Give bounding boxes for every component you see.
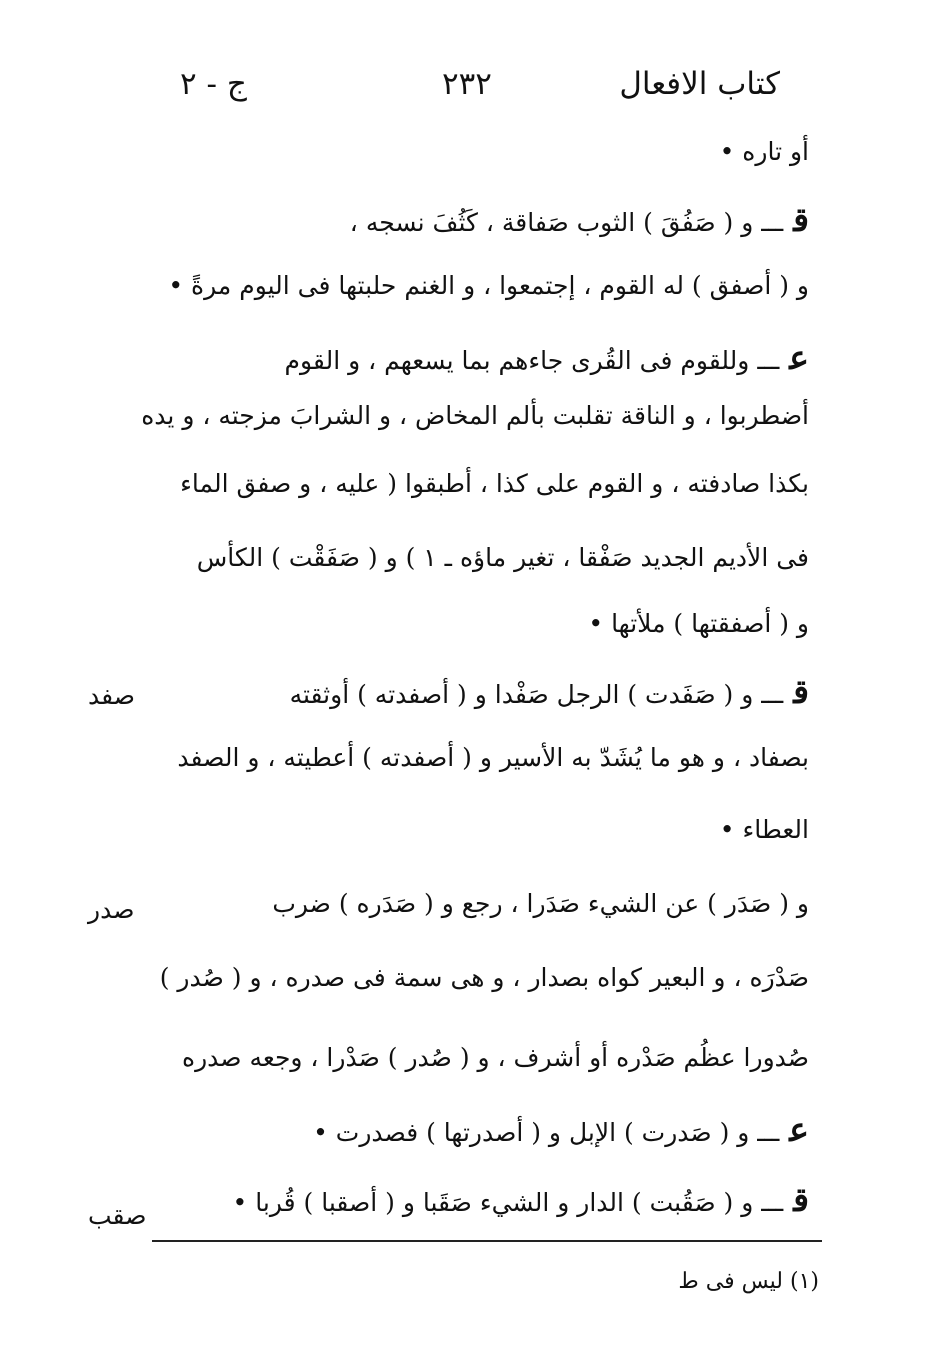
text-line: صَدْرَه ، و البعير كواه بصدار ، و هى سمة فى صدره ، و ( صُدر ) — [159, 963, 809, 992]
text-line: بصفاد ، و هو ما يُشَدّ به الأسير و ( أصفدته ) أعطيته ، و الصفد — [177, 743, 809, 772]
entry-text: ـــ وللقوم فى القُرى جاءهم بما يسعهم ، و القوم — [284, 346, 780, 375]
text-line — [233, 1180, 809, 1220]
text-line: و ( أصفق ) له القوم ، إجتمعوا ، و الغنم حلبتها فى اليوم مرةً • — [168, 271, 809, 300]
text-line: صُدورا عظُم صَدْره أو أشرف ، و ( صُدر ) صَدْرا ، وجعه صدره — [182, 1043, 809, 1072]
text-line: بكذا صادفته ، و القوم على كذا ، أطبقوا ( عليه ، و صفق الماء — [180, 469, 809, 498]
text-line: أضطربوا ، و الناقة تقلبت بألم المخاض ، و الشرابَ مزجته ، و يده — [141, 401, 809, 430]
entry-marker: ق — [793, 672, 809, 711]
entry-text: ـــ و ( صَقُبت ) الدار و الشيء صَقَبا و ( أصقبا ) قُربا • — [232, 1188, 784, 1217]
part-number: ج - ٢ — [180, 66, 247, 102]
margin-root-word: صفد — [88, 681, 135, 710]
entry-marker: ع — [789, 338, 809, 377]
margin-root-word: صقب — [88, 1201, 147, 1230]
text-line: العطاء • — [719, 815, 809, 844]
margin-root-word: صدر — [88, 895, 135, 924]
entry-marker: ق — [793, 1180, 809, 1219]
page-header — [180, 66, 780, 110]
footnote: (١) ليس فى ط — [678, 1269, 819, 1294]
text-line: أو تاره • — [719, 137, 809, 166]
entry-text: ـــ و ( صَدرت ) الإبل و ( أصدرتها ) فصدرت • — [313, 1118, 780, 1147]
entry-text: ـــ و ( صَفُقَ ) الثوب صَفاقة ، كَثُفَ نسجه ، — [349, 208, 784, 237]
text-line: و ( صَدَر ) عن الشيء صَدَرا ، رجع و ( صَدَره ) ضرب — [272, 889, 809, 918]
page-number: ٢٣٢ — [442, 66, 492, 102]
entry-marker: ق — [793, 200, 809, 239]
footnote-divider — [152, 1240, 822, 1242]
text-line: و ( أصفقتها ) ملأتها • — [588, 609, 809, 638]
entry-text: ـــ و ( صَفَدت ) الرجل صَفْدا و ( أصفدته ) أوثقته — [289, 680, 784, 709]
text-line — [290, 672, 809, 712]
text-line — [350, 200, 809, 240]
entry-marker: ع — [789, 1110, 809, 1149]
book-title: كتاب الافعال — [619, 66, 780, 102]
text-line: فى الأديم الجديد صَفْقا ، تغير ماؤه ـ ١ ) و ( صَفَقْت ) الكأس — [196, 543, 809, 572]
text-line — [285, 338, 809, 378]
text-line — [313, 1110, 809, 1150]
